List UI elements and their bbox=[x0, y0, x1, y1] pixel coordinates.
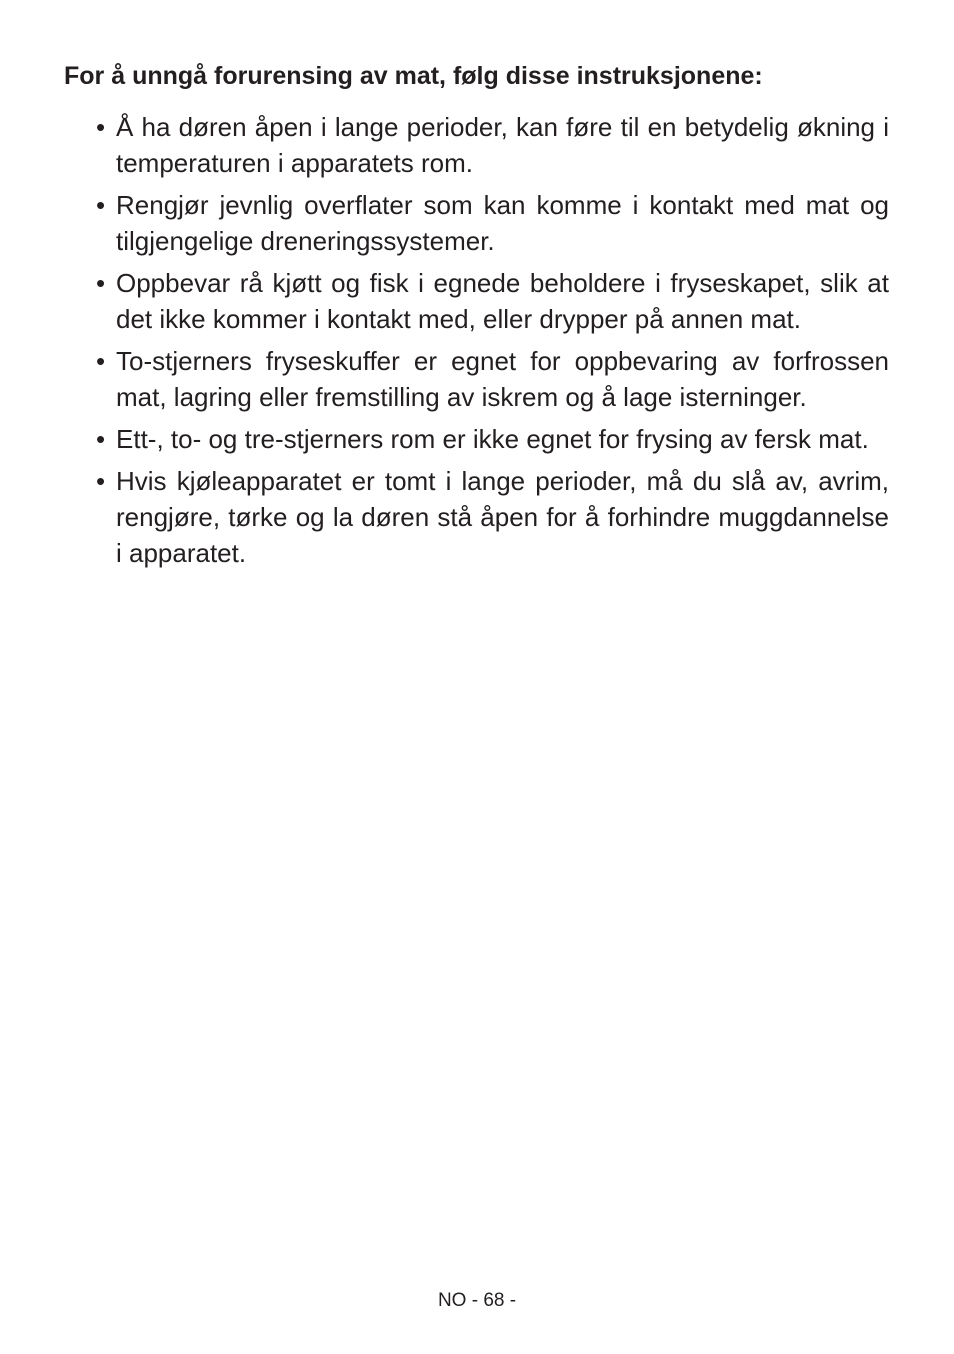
list-item bbox=[0, 187, 954, 259]
list-item bbox=[0, 421, 954, 457]
bullet-icon: • bbox=[96, 466, 106, 496]
instruction-list bbox=[0, 109, 954, 577]
page-number: NO - 68 - bbox=[437, 1290, 517, 1311]
list-item-text: Rengjør jevnlig overflater som kan komme i kontakt med mat og tilgjengelige dreneringssystemer. bbox=[116, 190, 889, 256]
list-item-text: To-stjerners fryseskuffer er egnet for oppbevaring av forfrossen mat, lagring eller fremstilling av iskrem og å lage isterninger. bbox=[116, 346, 889, 412]
list-item-text: Oppbevar rå kjøtt og fisk i egnede beholdere i fryseskapet, slik at det ikke kommer i kontakt med, eller drypper på annen mat. bbox=[116, 268, 889, 334]
list-item bbox=[0, 109, 954, 181]
bullet-icon: • bbox=[96, 190, 106, 220]
section-heading: For å unngå forurensing av mat, følg disse instruksjonene: bbox=[64, 62, 763, 90]
bullet-icon: • bbox=[96, 424, 106, 454]
list-item bbox=[0, 463, 954, 571]
list-item-text: Ett-, to- og tre-stjerners rom er ikke egnet for frysing av fersk mat. bbox=[116, 424, 869, 454]
bullet-icon: • bbox=[96, 112, 106, 142]
list-item-text: Hvis kjøleapparatet er tomt i lange perioder, må du slå av, avrim, rengjøre, tørke og la døren stå åpen for å forhindre muggdannelse i apparatet. bbox=[116, 466, 889, 568]
list-item bbox=[0, 343, 954, 415]
bullet-icon: • bbox=[96, 346, 106, 376]
list-item bbox=[0, 265, 954, 337]
list-item-text: Å ha døren åpen i lange perioder, kan føre til en betydelig økning i temperaturen i apparatets rom. bbox=[116, 112, 889, 178]
bullet-icon: • bbox=[96, 268, 106, 298]
